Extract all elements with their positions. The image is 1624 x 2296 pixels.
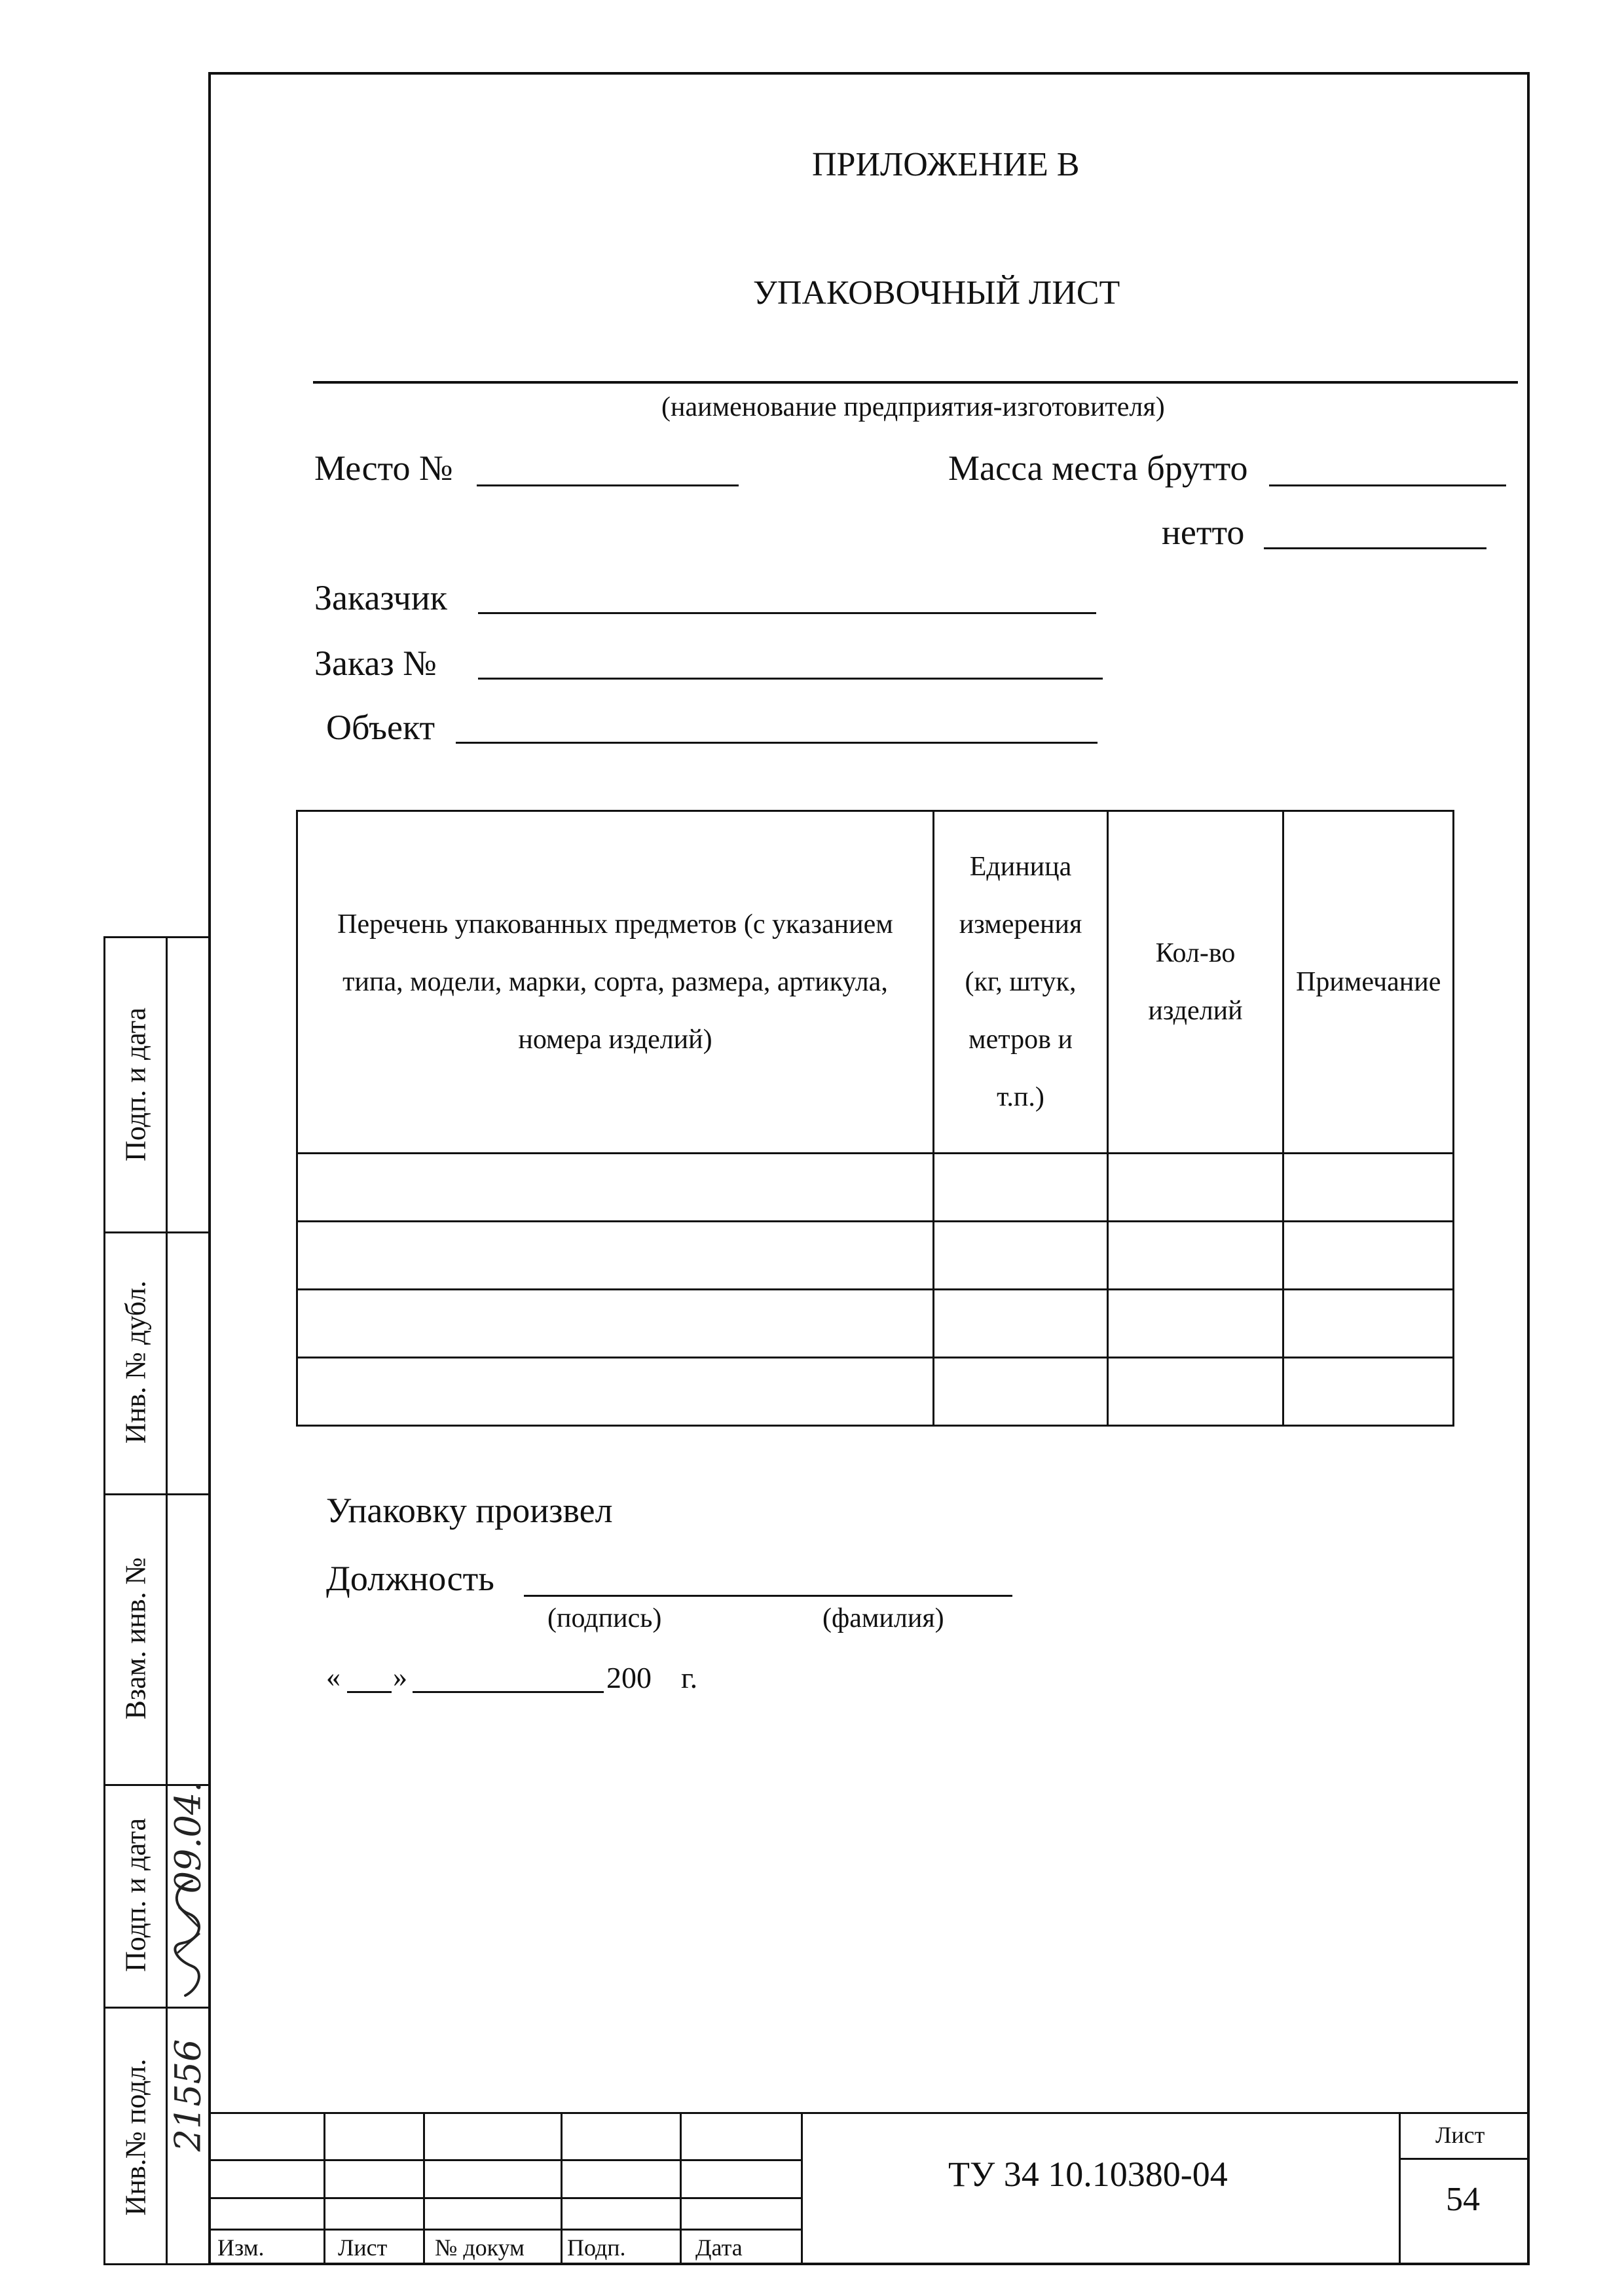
manufacturer-caption: (наименование предприятия-изготовителя) [661,392,1165,422]
position-label: Должность [326,1559,494,1598]
table-cell[interactable] [297,1154,934,1222]
place-label: Место № [314,448,453,488]
title-block-rule [208,2197,801,2199]
side-label-sign-date-1: Подп. и дата [119,1007,152,1162]
date-year-suffix: г. [681,1661,698,1694]
table-row [297,1358,1454,1426]
table-cell[interactable] [934,1222,1108,1290]
surname-caption: (фамилия) [822,1603,944,1633]
table-cell[interactable] [1283,1154,1454,1222]
table-cell[interactable] [1283,1222,1454,1290]
handwritten-date: 09.04. [167,1781,209,1894]
side-label-original-inventory: Инв.№ подл. [119,2058,152,2216]
title-block-rule [1399,2112,1401,2265]
title-block-rule [423,2112,425,2265]
table-cell[interactable] [1108,1222,1283,1290]
column-header-unit: Единица измерения (кг, штук, метров и т.п.) [934,811,1108,1154]
packed-by-label: Упаковку произвел [326,1491,613,1530]
object-label: Объект [326,708,435,747]
object-input-line[interactable] [456,742,1098,744]
title-block-rule [208,2229,801,2231]
title-block-col-date: Дата [695,2234,743,2261]
date-year: 200 [606,1661,652,1694]
side-label-duplicate-inventory: Инв. № дубл. [119,1280,152,1444]
column-header-items: Перечень упакованных предметов (с указанием типа, модели, марки, сорта, размера, артикула, номера изделий) [297,811,934,1154]
title-block [208,2112,1530,2265]
customer-input-line[interactable] [478,612,1096,614]
table-cell[interactable] [297,1358,934,1426]
customer-label: Заказчик [314,578,447,617]
net-mass-input-line[interactable] [1264,547,1486,549]
table-cell[interactable] [1283,1290,1454,1358]
title-block-col-sheet: Лист [338,2234,388,2261]
appendix-heading: ПРИЛОЖЕНИЕ В [812,146,1080,183]
sheet-number: 54 [1446,2181,1480,2218]
table-row [297,1222,1454,1290]
title-block-rule [1399,2158,1530,2160]
sheet-label: Лист [1435,2122,1485,2148]
net-mass-label: нетто [1162,513,1245,552]
place-input-line[interactable] [477,484,739,486]
handwritten-inventory-number: 21556 [167,2039,209,2152]
gross-mass-label: Масса места брутто [948,448,1248,488]
title-block-col-doc-number: № докум [435,2234,525,2261]
date-month-line[interactable] [413,1691,604,1693]
position-input-line[interactable] [524,1595,1012,1597]
table-cell[interactable] [934,1154,1108,1222]
manufacturer-line [313,381,1518,384]
signature-caption: (подпись) [547,1603,662,1633]
table-cell[interactable] [1108,1290,1283,1358]
table-cell[interactable] [934,1290,1108,1358]
document-code: ТУ 34 10.10380-04 [948,2155,1228,2194]
title-block-rule [323,2112,325,2265]
order-input-line[interactable] [478,678,1103,680]
column-header-note: Примечание [1283,811,1454,1154]
side-stamp [103,936,208,2265]
table-cell[interactable] [297,1222,934,1290]
table-row [297,1154,1454,1222]
side-label-sign-date-2: Подп. и дата [119,1817,152,1973]
table-row [297,1290,1454,1358]
table-cell[interactable] [934,1358,1108,1426]
table-cell[interactable] [297,1290,934,1358]
title-block-rule [680,2112,682,2265]
column-header-quantity: Кол-во изделий [1108,811,1283,1154]
packing-table [296,810,1454,1427]
date-day-line[interactable] [347,1691,392,1693]
table-header-row [297,811,1454,1154]
title-block-col-signature: Подп. [567,2234,626,2261]
side-label-replacement-inventory: Взам. инв. № [119,1557,152,1720]
document-title: УПАКОВОЧНЫЙ ЛИСТ [753,274,1120,312]
title-block-rule [801,2112,803,2265]
title-block-col-change: Изм. [217,2234,265,2261]
table-cell[interactable] [1283,1358,1454,1426]
table-cell[interactable] [1108,1358,1283,1426]
order-label: Заказ № [314,644,437,683]
title-block-rule [561,2112,563,2265]
table-cell[interactable] [1108,1154,1283,1222]
date-open-quote: « [326,1661,341,1693]
date-close-quote: » [393,1661,407,1693]
gross-mass-input-line[interactable] [1269,484,1506,486]
title-block-rule [208,2159,801,2161]
